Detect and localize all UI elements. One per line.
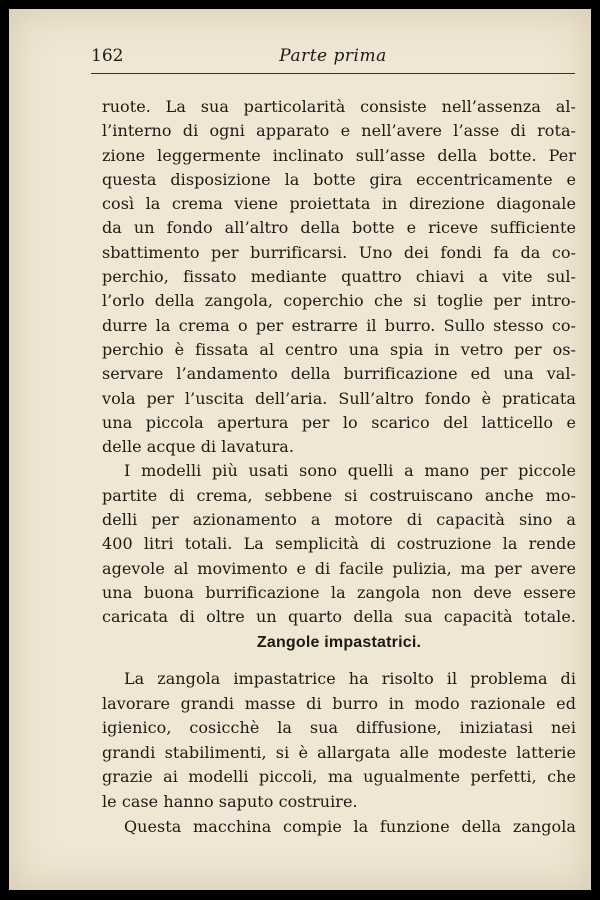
text-line: sbattimento per burrificarsi. Uno dei fondi fa da co- <box>102 242 576 262</box>
text-line: lavorare grandi masse di burro in modo razionale ed <box>102 693 576 713</box>
paragraph <box>102 459 576 629</box>
paragraph <box>102 815 576 840</box>
text-line: zione leggermente inclinato sull’asse della botte. Per <box>102 145 576 165</box>
text-line: perchio, fissato mediante quattro chiavi a vite sul- <box>102 267 576 287</box>
text-line: una piccola apertura per lo scarico del latticello e <box>102 412 576 432</box>
running-header <box>91 43 575 74</box>
text-line: così la crema viene proiettata in direzione diagonale <box>102 194 576 214</box>
text-line: I modelli più usati sono quelli a mano per piccole <box>124 461 576 481</box>
text-line: questa disposizione la botte gira eccentricamente e <box>102 169 576 189</box>
body-text-top <box>102 95 576 630</box>
text-line: ruote. La sua particolarità consiste nell’assenza al- <box>102 97 576 116</box>
text-line: grazie ai modelli piccoli, ma ugualmente perfetti, che <box>102 767 576 787</box>
text-line: delli per azionamento a motore di capacità sino a <box>102 510 576 530</box>
text-line: caricata di oltre un quarto della sua capacità totale. <box>102 607 576 627</box>
paragraph <box>102 95 576 459</box>
text-line: igienico, cosicchè la sua diffusione, iniziatasi nei <box>102 718 576 738</box>
page-number: 162 <box>91 46 124 66</box>
section-heading: Zangole impastatrici. <box>256 634 422 651</box>
text-line: da un fondo all’altro della botte e riceve sufficiente <box>102 218 576 238</box>
text-line: l’interno di ogni apparato e nell’avere l’asse di rota- <box>102 121 576 141</box>
text-line: grandi stabilimenti, si è allargata alle modeste latterie <box>102 742 576 762</box>
text-line: una buona burrificazione la zangola non deve essere <box>102 582 576 602</box>
body-text-bottom <box>102 667 576 839</box>
text-line: perchio è fissata al centro una spia in vetro per os- <box>102 339 576 359</box>
text-line: le case hanno saputo costruire. <box>102 791 358 811</box>
text-line: l’orlo della zangola, coperchio che si toglie per intro- <box>102 291 576 311</box>
text-line: servare l’andamento della burrificazione ed una val- <box>102 364 576 384</box>
text-line: partite di crema, sebbene si costruiscano anche mo- <box>102 485 576 505</box>
paragraph <box>102 667 576 815</box>
text-line: La zangola impastatrice ha risolto il problema di <box>124 669 576 688</box>
text-line: durre la crema o per estrarre il burro. Sullo stesso co- <box>102 315 576 335</box>
book-page <box>9 9 591 890</box>
text-line: delle acque di lavatura. <box>102 437 294 457</box>
text-line: Questa macchina compie la funzione della zangola <box>124 816 576 836</box>
running-title: Parte prima <box>279 46 387 66</box>
text-line: agevole al movimento e di facile pulizia, ma per avere <box>102 558 576 578</box>
text-line: vola per l’uscita dell’aria. Sull’altro fondo è praticata <box>102 388 576 408</box>
text-line: 400 litri totali. La semplicità di costruzione la rende <box>102 534 576 554</box>
